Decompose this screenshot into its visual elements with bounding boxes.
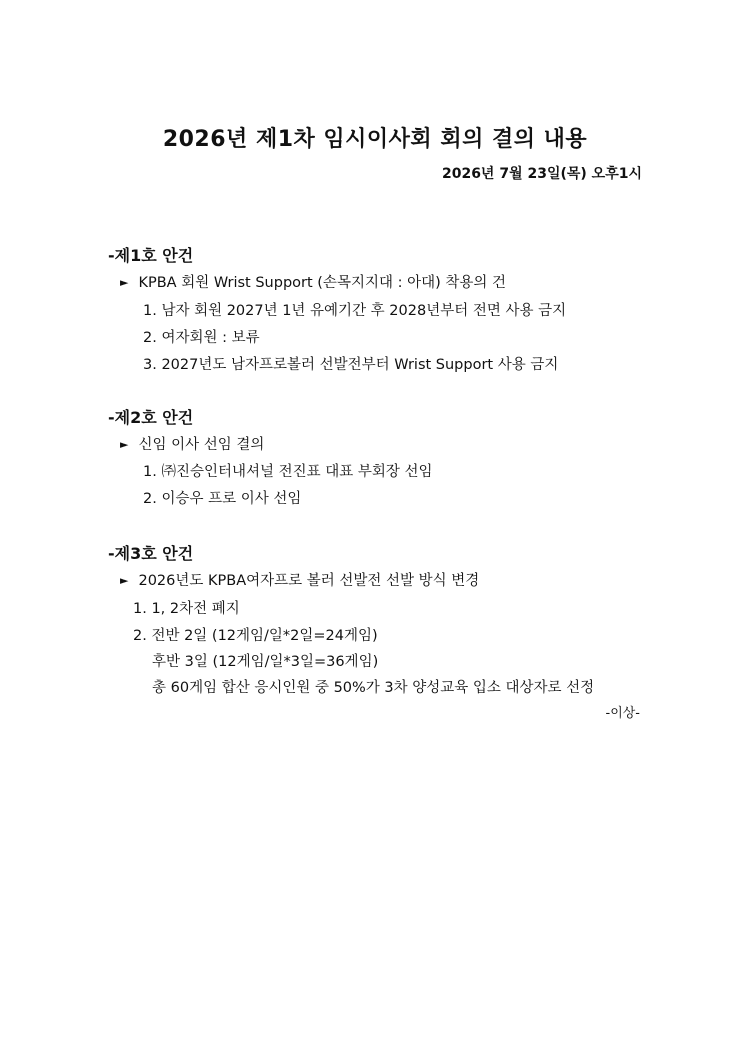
bullet-icon: ► <box>120 276 129 289</box>
agenda-item-text: KPBA 회원 Wrist Support (손목지지대 : 아대) 착용의 건 <box>138 275 506 291</box>
section-2-line-2: 2. 이승우 프로 이사 선임 <box>143 491 302 507</box>
closing-mark: -이상- <box>605 706 640 721</box>
section-2-heading: -제2호 안건 <box>108 408 194 427</box>
section-3-line-4: 총 60게임 합산 응시인원 중 50%가 3차 양성교육 입소 대상자로 선정 <box>152 680 595 696</box>
section-3-line-1: 1. 1, 2차전 폐지 <box>133 601 240 617</box>
section-3-line-2: 2. 전반 2일 (12게임/일*2일=24게임) <box>133 628 378 644</box>
section-3-heading: -제3호 안건 <box>108 544 194 563</box>
agenda-item-text: 신임 이사 선임 결의 <box>138 437 265 453</box>
section-1-heading: -제1호 안건 <box>108 246 194 265</box>
section-2-line-1: 1. ㈜진승인터내셔널 전진표 대표 부회장 선임 <box>143 464 433 480</box>
meeting-date: 2026년 7월 23일(목) 오후1시 <box>441 166 642 182</box>
section-2-agenda-item <box>120 433 264 454</box>
document-title: 2026년 제1차 임시이사회 회의 결의 내용 <box>162 127 588 152</box>
section-1-line-1: 1. 남자 회원 2027년 1년 유예기간 후 2028년부터 전면 사용 금지 <box>143 303 567 319</box>
section-1-line-2: 2. 여자회원 : 보류 <box>143 330 260 346</box>
section-3-agenda-item <box>120 569 479 590</box>
bullet-icon: ► <box>120 574 129 587</box>
section-3-line-3: 후반 3일 (12게임/일*3일=36게임) <box>152 654 379 670</box>
section-1-line-3: 3. 2027년도 남자프로볼러 선발전부터 Wrist Support 사용 금지 <box>143 357 559 373</box>
section-1-agenda-item <box>120 271 506 292</box>
bullet-icon: ► <box>120 438 129 451</box>
agenda-item-text: 2026년도 KPBA여자프로 볼러 선발전 선발 방식 변경 <box>138 573 480 589</box>
